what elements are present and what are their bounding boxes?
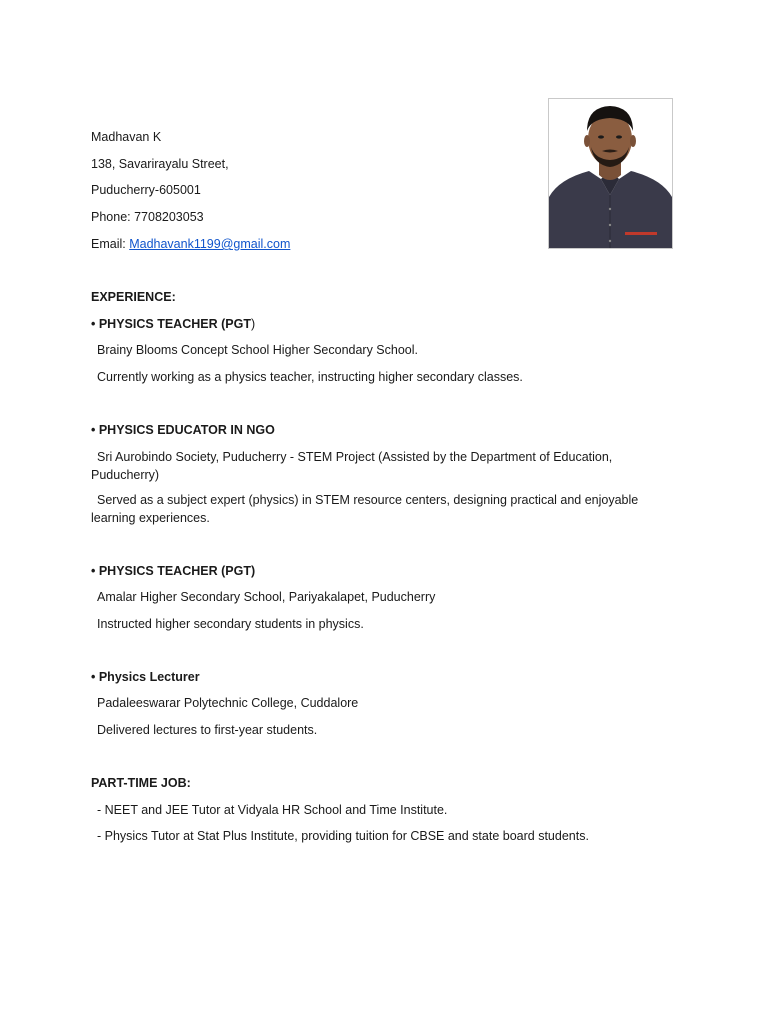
exp-3-org: Amalar Higher Secondary School, Pariyakalapet, Puducherry (97, 590, 436, 604)
email-link[interactable]: Madhavank1199@gmail.com (129, 237, 291, 251)
exp-3-desc: Instructed higher secondary students in physics. (97, 617, 364, 631)
exp-1-desc: Currently working as a physics teacher, instructing higher secondary classes. (97, 370, 523, 384)
exp-2-title: • PHYSICS EDUCATOR IN NGO (91, 423, 275, 437)
part-time-item-1: - NEET and JEE Tutor at Vidyala HR School and Time Institute. (97, 803, 448, 817)
contact-city: Puducherry-605001 (91, 183, 201, 197)
contact-name: Madhavan K (91, 130, 162, 144)
exp-4-org: Padaleeswarar Polytechnic College, Cuddalore (97, 696, 359, 710)
exp-2-org: Sri Aurobindo Society, Puducherry - STEM Project (Assisted by the Department of Education, Puducherry) (91, 450, 613, 482)
contact-address: 138, Savarirayalu Street, (91, 157, 229, 171)
exp-1-org: Brainy Blooms Concept School Higher Secondary School. (97, 343, 419, 357)
exp-1-title (91, 316, 255, 332)
contact-phone: Phone: 7708203053 (91, 210, 204, 224)
exp-1-title-text: • PHYSICS TEACHER (PGT (91, 317, 251, 331)
part-time-heading: PART-TIME JOB: (91, 776, 191, 790)
part-time-item-2: - Physics Tutor at Stat Plus Institute, providing tuition for CBSE and state board students. (97, 829, 589, 843)
exp-1-title-suffix: ) (250, 317, 256, 331)
experience-heading: EXPERIENCE: (91, 290, 176, 304)
email-label: Email: (91, 237, 130, 251)
exp-4-title: • Physics Lecturer (91, 670, 200, 684)
exp-4-desc: Delivered lectures to first-year students. (97, 723, 318, 737)
contact-email-row (91, 236, 290, 252)
profile-photo (548, 98, 673, 249)
exp-3-title: • PHYSICS TEACHER (PGT) (91, 564, 256, 578)
exp-2-desc: Served as a subject expert (physics) in STEM resource centers, designing practical and enjoyable learning experiences. (91, 493, 639, 525)
profile-photo-image (549, 99, 672, 248)
